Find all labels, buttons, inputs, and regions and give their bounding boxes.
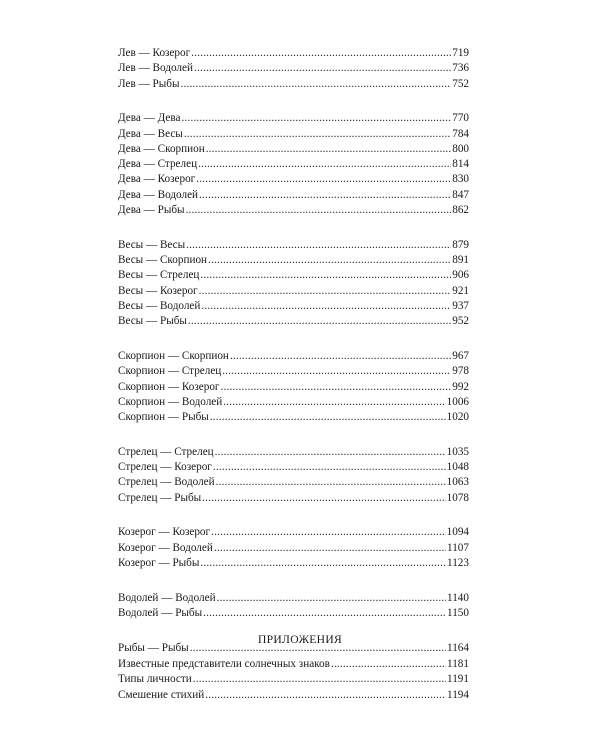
toc-entry-page-number: 830 [452, 173, 469, 186]
dot-leader [198, 157, 451, 172]
toc-entry[interactable] [118, 606, 469, 621]
toc-entry-title: Скорпион — Козерог [118, 380, 220, 393]
dot-leader [331, 657, 446, 672]
toc-entry-title: Весы — Рыбы [118, 315, 187, 328]
toc-entry-page-number: 1006 [446, 395, 469, 408]
toc-entry-page-number: 784 [452, 127, 469, 140]
toc-entry-title: Скорпион — Скорпион [118, 349, 229, 362]
toc-entry-page-number: 1140 [447, 591, 469, 604]
toc-entry-page-number: 906 [452, 269, 469, 282]
toc-entry-page-number: 1181 [447, 658, 469, 670]
dot-leader [181, 111, 451, 126]
toc-entry-page-number: 800 [452, 142, 469, 155]
toc-entry[interactable] [118, 157, 469, 172]
toc-entry-page-number: 1191 [447, 673, 469, 686]
toc-entry-title: Лев — Козерог [118, 47, 191, 59]
toc-entry[interactable] [118, 657, 469, 672]
appendix-list [118, 657, 469, 703]
toc-entry-title: Стрелец — Водолей [118, 476, 215, 489]
toc-entry-page-number: 1020 [446, 411, 469, 424]
toc-entry-title: Дева — Стрелец [118, 158, 198, 171]
toc-entry[interactable] [118, 127, 469, 142]
toc-entry-title: Скорпион — Стрелец [118, 365, 222, 378]
toc-entry-page-number: 752 [452, 77, 469, 90]
toc-entry-page-number: 978 [452, 365, 469, 378]
toc-entry[interactable] [118, 364, 469, 379]
dot-leader [223, 395, 445, 410]
dot-leader [188, 314, 451, 329]
toc-entry[interactable] [118, 380, 469, 395]
toc-entry[interactable] [118, 142, 469, 157]
toc-entry-title: Водолей — Водолей [118, 591, 216, 604]
dot-leader [210, 410, 446, 425]
dot-leader [194, 61, 451, 76]
toc-entry[interactable] [118, 203, 469, 218]
toc-group [118, 238, 469, 330]
toc-entry-page-number: 952 [452, 315, 469, 328]
dot-leader [221, 380, 452, 395]
toc-entry-page-number: 1107 [447, 541, 469, 554]
toc-entry[interactable] [118, 238, 469, 253]
toc-entry-title: Дева — Весы [118, 127, 183, 140]
toc-entry-page-number: 937 [452, 299, 469, 312]
toc-entry-page-number: 1123 [447, 556, 469, 569]
dot-leader [211, 525, 446, 540]
toc-entry[interactable] [118, 460, 469, 475]
toc-entry-title: Лев — Водолей [118, 62, 193, 75]
table-of-contents [118, 46, 469, 675]
toc-entry-title: Козерог — Рыбы [118, 556, 200, 569]
toc-entry-page-number: 921 [452, 284, 469, 297]
dot-leader [193, 672, 446, 687]
dot-leader [181, 77, 452, 92]
toc-entry[interactable] [118, 314, 469, 329]
dot-leader [200, 556, 446, 571]
toc-entry[interactable] [118, 253, 469, 268]
toc-entry-title: Весы — Скорпион [118, 254, 208, 267]
toc-entry-page-number: 1048 [446, 461, 469, 474]
toc-group [118, 111, 469, 218]
toc-entry-page-number: 862 [452, 204, 469, 217]
toc-entry[interactable] [118, 46, 469, 61]
toc-entry[interactable] [118, 491, 469, 506]
toc-entry[interactable] [118, 188, 469, 203]
toc-entry[interactable] [118, 672, 469, 687]
toc-group [118, 349, 469, 425]
toc-group [118, 591, 469, 622]
toc-group [118, 46, 469, 92]
dot-leader [213, 460, 446, 475]
toc-entry-title: Козерог — Водолей [118, 541, 213, 554]
toc-entry-title: Скорпион — Рыбы [118, 411, 209, 424]
dot-leader [191, 46, 451, 61]
toc-entry-title: Стрелец — Рыбы [118, 491, 202, 504]
dot-leader [206, 142, 452, 157]
toc-entry-page-number: 1094 [446, 526, 469, 539]
toc-entry-title: Дева — Козерог [118, 173, 196, 186]
dot-leader [222, 364, 451, 379]
toc-entry[interactable] [118, 77, 469, 92]
toc-entry-page-number: 847 [452, 188, 469, 201]
toc-entry-page-number: 1194 [447, 688, 469, 701]
dot-leader [186, 238, 451, 253]
appendix-heading: ПРИЛОЖЕНИЯ [257, 633, 343, 646]
dot-leader [215, 445, 446, 460]
toc-entry[interactable] [118, 349, 469, 364]
toc-entry-title: Весы — Весы [118, 238, 186, 251]
toc-entry-title: Типы личности [118, 673, 192, 686]
toc-entry-title: Весы — Стрелец [118, 269, 200, 282]
toc-entry-title: Скорпион — Водолей [118, 395, 223, 408]
dot-leader [200, 268, 451, 283]
toc-entry-page-number: 719 [452, 47, 469, 59]
dot-leader [199, 284, 452, 299]
toc-entry-title: Дева — Водолей [118, 188, 199, 201]
toc-entry-page-number: 814 [452, 158, 469, 171]
toc-entry-title: Стрелец — Стрелец [118, 445, 214, 458]
toc-entry[interactable] [118, 284, 469, 299]
toc-entry[interactable] [118, 111, 469, 126]
toc-group [118, 525, 469, 571]
toc-entry-title: Дева — Рыбы [118, 204, 185, 217]
toc-entry-title: Стрелец — Козерог [118, 461, 212, 474]
toc-entry[interactable] [118, 556, 469, 571]
toc-entry[interactable] [118, 299, 469, 314]
dot-leader [230, 349, 451, 364]
toc-entry-title: Известные представители солнечных знаков [118, 658, 330, 670]
dot-leader [184, 127, 451, 142]
toc-entry-page-number: 891 [452, 254, 469, 267]
dot-leader [205, 688, 446, 703]
toc-entry-page-number: 879 [452, 238, 469, 251]
dot-leader [199, 188, 451, 203]
toc-entry-page-number: 992 [452, 380, 469, 393]
dot-leader [186, 203, 452, 218]
dot-leader [203, 606, 446, 621]
toc-entry-title: Рыбы — Рыбы [118, 641, 189, 654]
toc-entry-title: Козерог — Козерог [118, 526, 211, 539]
dot-leader [214, 541, 446, 556]
toc-entry-page-number: 967 [452, 349, 469, 362]
toc-entry-title: Весы — Козерог [118, 284, 198, 297]
toc-entry[interactable] [118, 61, 469, 76]
dot-leader [196, 172, 451, 187]
toc-entry[interactable] [118, 268, 469, 283]
toc-entry[interactable] [118, 445, 469, 460]
dot-leader [202, 491, 445, 506]
toc-entry[interactable] [118, 172, 469, 187]
toc-entry[interactable] [118, 525, 469, 540]
dot-leader [201, 299, 451, 314]
toc-entry-page-number: 770 [452, 112, 469, 125]
toc-entry-title: Смешение стихий [118, 688, 205, 701]
toc-entry-title: Дева — Дева [118, 112, 181, 125]
toc-entry[interactable] [118, 541, 469, 556]
toc-entry-title: Лев — Рыбы [118, 77, 180, 90]
toc-entry-page-number: 1078 [446, 491, 469, 504]
toc-entry[interactable] [118, 395, 469, 410]
toc-entry-page-number: 1150 [447, 606, 469, 619]
toc-entry-title: Весы — Водолей [118, 299, 201, 312]
toc-group [118, 445, 469, 506]
toc-entry[interactable] [118, 591, 469, 606]
toc-entry[interactable] [118, 475, 469, 490]
toc-entry-page-number: 1063 [446, 476, 469, 489]
dot-leader [216, 475, 446, 490]
toc-entry-page-number: 1164 [447, 641, 469, 654]
toc-entry[interactable] [118, 688, 469, 703]
toc-entry[interactable] [118, 410, 469, 425]
toc-entry-page-number: 736 [452, 62, 469, 75]
dot-leader [217, 591, 446, 606]
dot-leader [208, 253, 451, 268]
toc-entry-title: Дева — Скорпион [118, 142, 205, 155]
toc-entry-title: Водолей — Рыбы [118, 606, 203, 619]
toc-entry-page-number: 1035 [446, 445, 469, 458]
